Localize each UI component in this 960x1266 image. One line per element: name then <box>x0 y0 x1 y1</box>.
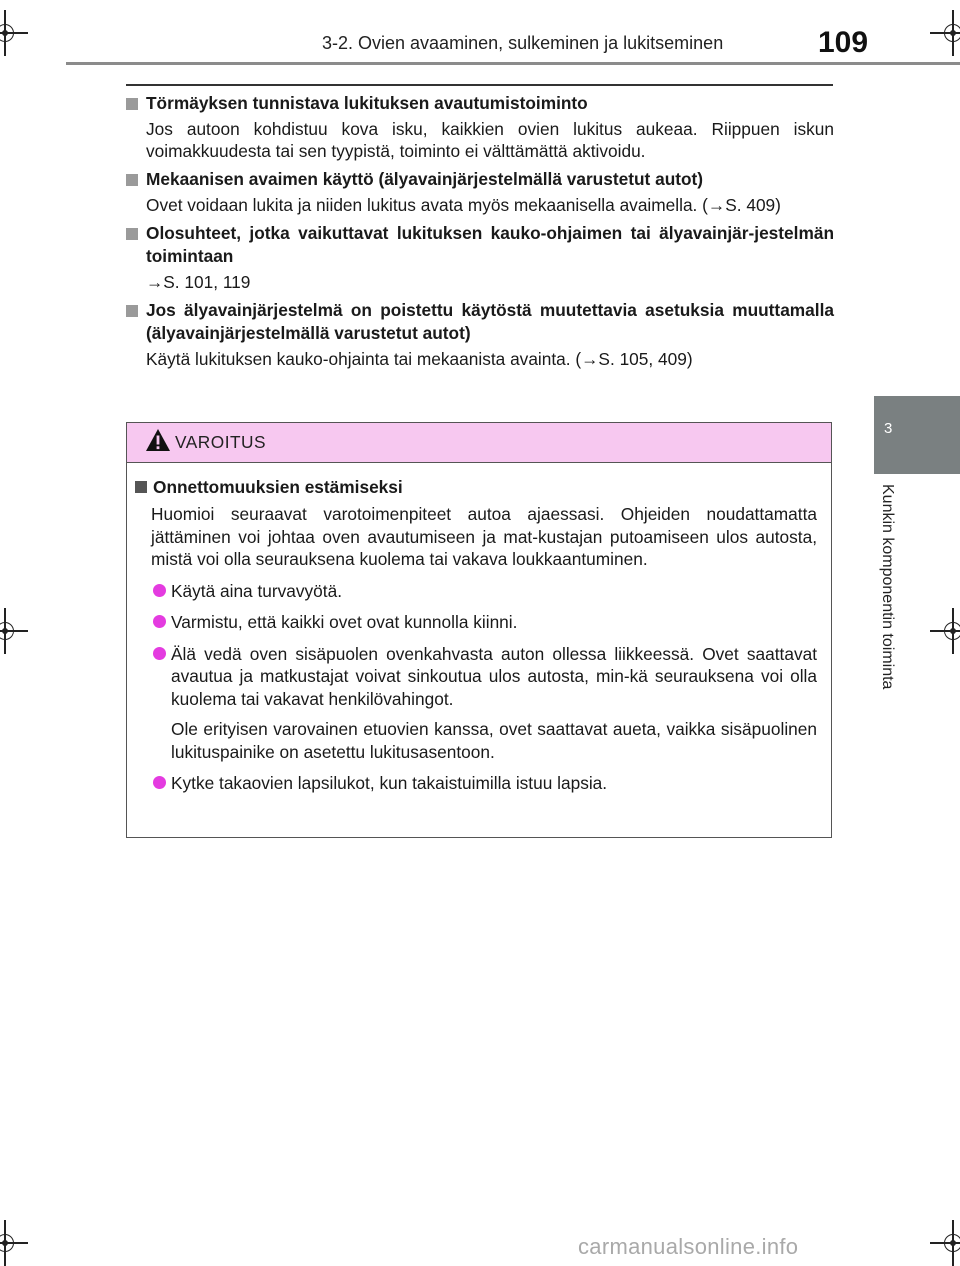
chapter-tab-number: 3 <box>884 420 893 437</box>
crop-mark-icon <box>940 1230 960 1258</box>
section-heading: Törmäyksen tunnistava lukituksen avautumistoiminto <box>126 92 834 115</box>
section-heading: Mekaanisen avaimen käyttö (älyavainjärjestelmällä varustetut autot) <box>126 168 834 191</box>
section-body: Käytä lukituksen kauko-ohjainta tai mekaanista avainta. (→S. 105, 409) <box>146 349 693 369</box>
section <box>126 222 834 293</box>
square-bullet-icon <box>126 228 138 240</box>
section-body: →S. 101, 119 <box>146 272 251 292</box>
crop-mark-icon <box>0 20 20 48</box>
warning-triangle-icon <box>145 428 171 452</box>
square-bullet-icon <box>126 98 138 110</box>
square-bullet-icon <box>126 305 138 317</box>
warning-body <box>127 463 831 795</box>
warning-title: VAROITUS <box>175 432 267 452</box>
section-heading: Olosuhteet, jotka vaikuttavat lukituksen kauko-ohjaimen tai älyavainjär-jestelmän toimintaan <box>126 222 834 268</box>
watermark: carmanualsonline.info <box>578 1234 799 1259</box>
crop-mark-icon <box>0 1230 20 1258</box>
square-bullet-icon <box>135 481 147 493</box>
warning-box <box>126 422 832 838</box>
crop-mark-icon <box>0 618 20 646</box>
section-body: Ovet voidaan lukita ja niiden lukitus avata myös mekaanisella avaimella. (→S. 409) <box>146 195 781 215</box>
warning-bullet: Varmistu, että kaikki ovet ovat kunnolla kiinni. <box>135 611 817 634</box>
section-body: Jos autoon kohdistuu kova isku, kaikkien ovien lukitus aukeaa. Riippuen iskun voimakkuudesta tai sen tyypistä, toiminto ei välttämättä aktivoidu. <box>146 119 834 161</box>
warning-bullet: Kytke takaovien lapsilukot, kun takaistuimilla istuu lapsia. <box>135 772 817 795</box>
chapter-title: 3-2. Ovien avaaminen, sulkeminen ja lukitseminen <box>322 33 724 53</box>
warning-intro: Huomioi seuraavat varotoimenpiteet autoa ajaessasi. Ohjeiden noudattamatta jättäminen voi johtaa oven avautumiseen ja mat-kustajan putoamiseen ulos autosta, mistä voi olla seurauksena kuolema tai vakava loukkaantuminen. <box>151 504 817 569</box>
content-top-rule <box>126 84 833 86</box>
section <box>126 92 834 162</box>
bullet-dot-icon <box>153 615 166 628</box>
warning-header <box>127 423 831 463</box>
warning-bullet-note: Ole erityisen varovainen etuovien kanssa, ovet saattavat aueta, vaikka sisäpuolinen lukituspainike on asetettu lukitusasentoon. <box>171 719 817 762</box>
crop-mark-icon <box>940 20 960 48</box>
warning-heading: Onnettomuuksien estämiseksi <box>135 476 817 499</box>
chapter-side-label-text: Kunkin komponentin toiminta <box>879 484 896 690</box>
section <box>126 299 834 370</box>
header-rule <box>66 62 960 65</box>
square-bullet-icon <box>126 174 138 186</box>
main-content <box>126 92 834 376</box>
crop-mark-icon <box>940 618 960 646</box>
warning-bullet: Käytä aina turvavyötä. <box>135 580 817 603</box>
bullet-dot-icon <box>153 776 166 789</box>
bullet-dot-icon <box>153 584 166 597</box>
section <box>126 168 834 216</box>
bullet-dot-icon <box>153 647 166 660</box>
section-heading: Jos älyavainjärjestelmä on poistettu käytöstä muutettavia asetuksia muuttamalla (älyavainjärjestelmällä varustetut autot) <box>126 299 834 345</box>
warning-bullet: Älä vedä oven sisäpuolen ovenkahvasta auton ollessa liikkeessä. Ovet saattavat avautua ja matkustajat voivat sinkoutua ulos autosta, min-kä seurauksena voi olla kuolema tai vakavat henkilövahingot. Ole erityisen varovainen etuovien kanssa, ovet saattavat aueta, vaikka sisäpuolinen lukituspainike on asetettu lukitusasentoon. <box>135 643 817 764</box>
page-number: 109 <box>818 26 869 59</box>
chapter-side-label <box>870 484 910 734</box>
